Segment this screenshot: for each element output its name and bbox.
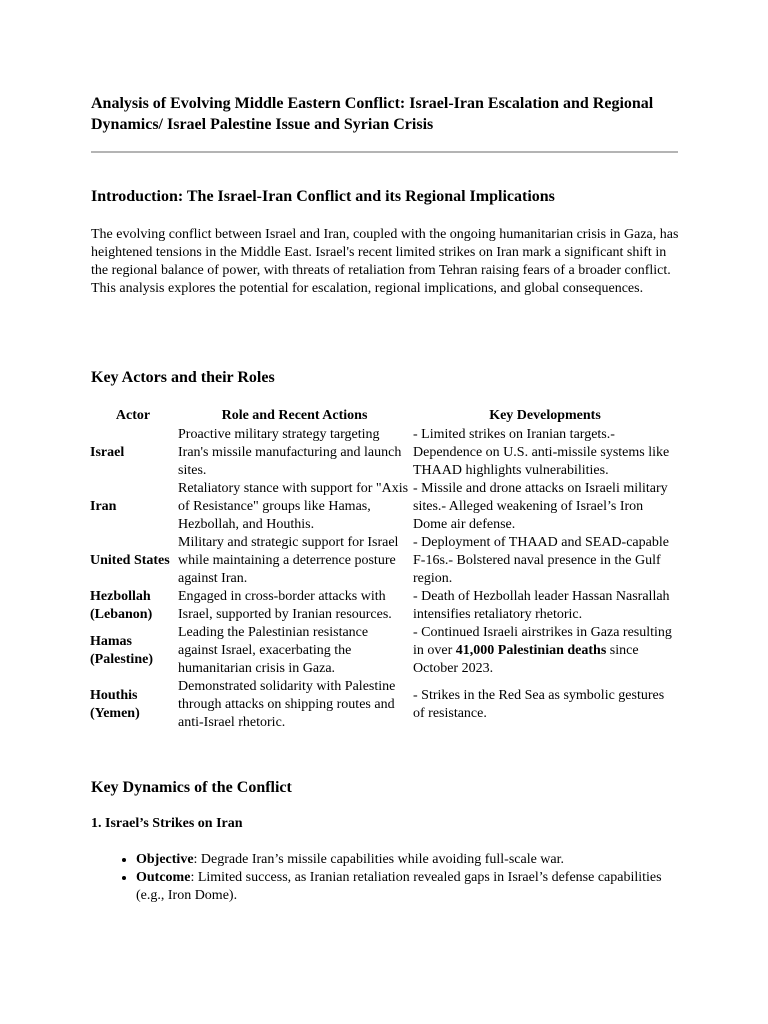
role-cell: Military and strategic support for Israel while maintaining a deterrence posture against Iran.: [178, 535, 399, 586]
actor-cell: Israel: [90, 445, 125, 460]
developments-cell: - Deployment of THAAD and SEAD-capable F-16s.- Bolstered naval presence in the Gulf region.: [413, 535, 669, 586]
actor-cell: United States: [90, 553, 170, 568]
developments-cell: [412, 624, 678, 678]
actors-heading: Key Actors and their Roles: [91, 369, 275, 386]
actor-cell: Houthis (Yemen): [90, 688, 140, 721]
intro-heading: Introduction: The Israel-Iran Conflict and its Regional Implications: [91, 188, 555, 205]
table-row: [89, 480, 678, 534]
table-row: [89, 588, 678, 624]
role-cell: Retaliatory stance with support for "Axis of Resistance" groups like Hamas, Hezbollah, and Houthis.: [178, 481, 409, 532]
list-item: [136, 869, 681, 905]
bullet-text: : Limited success, as Iranian retaliation revealed gaps in Israel’s defense capabilities (e.g., Iron Dome).: [136, 870, 662, 903]
developments-text: since October 2023.: [413, 643, 639, 676]
dynamics-subheading: 1. Israel’s Strikes on Iran: [91, 816, 243, 831]
role-cell: Demonstrated solidarity with Palestine through attacks on shipping routes and anti-Israel rhetoric.: [178, 679, 396, 730]
developments-cell: - Limited strikes on Iranian targets.- Dependence on U.S. anti-missile systems like THAAD highlights vulnerabilities.: [413, 427, 670, 478]
dynamics-bullet-list: [91, 851, 681, 905]
column-header-role: Role and Recent Actions: [221, 408, 368, 423]
table-row: [89, 426, 678, 480]
developments-cell: - Missile and drone attacks on Israeli military sites.- Alleged weakening of Israel’s Iron Dome air defense.: [413, 481, 668, 532]
dynamics-heading: Key Dynamics of the Conflict: [91, 779, 292, 796]
bullet-label: Outcome: [136, 870, 191, 885]
intro-paragraph: The evolving conflict between Israel and Iran, coupled with the ongoing humanitarian crisis in Gaza, has heightened tensions in the Middle East. Israel's recent limited strikes on Iran mark a significant shift in the regional balance of power, with threats of retaliation from Tehran raising fears of a broader conflict. This analysis explores the potential for escalation, regional implications, and global consequences.: [91, 227, 679, 296]
role-cell: Leading the Palestinian resistance against Israel, exacerbating the humanitarian crisis in Gaza.: [178, 625, 369, 676]
death-toll-emphasis: 41,000 Palestinian deaths: [455, 643, 607, 658]
bullet-label: Objective: [136, 852, 194, 867]
table-row: [89, 534, 678, 588]
actor-cell: Hezbollah (Lebanon): [90, 589, 153, 622]
role-cell: Proactive military strategy targeting Iran's missile manufacturing and launch sites.: [178, 427, 402, 478]
actor-cell: Hamas (Palestine): [90, 634, 153, 667]
table-row: [89, 624, 678, 678]
table-header-row: [89, 407, 678, 426]
list-item: [136, 851, 681, 869]
developments-text: - Continued Israeli airstrikes in Gaza resulting in over: [413, 625, 672, 658]
table-row: [89, 678, 678, 732]
actors-table: [89, 407, 678, 732]
developments-cell: - Strikes in the Red Sea as symbolic gestures of resistance.: [413, 688, 665, 721]
document-title: Analysis of Evolving Middle Eastern Conflict: Israel-Iran Escalation and Regional Dynamics/ Israel Palestine Issue and Syrian Crisis: [91, 95, 654, 133]
actor-cell: Iran: [90, 499, 117, 514]
developments-cell: - Death of Hezbollah leader Hassan Nasrallah intensifies retaliatory rhetoric.: [413, 589, 670, 622]
role-cell: Engaged in cross-border attacks with Israel, supported by Iranian resources.: [178, 589, 392, 622]
bullet-text: : Degrade Iran’s missile capabilities while avoiding full-scale war.: [193, 852, 565, 867]
title-divider: [91, 151, 678, 153]
column-header-developments: Key Developments: [489, 408, 601, 423]
column-header-actor: Actor: [115, 408, 151, 423]
